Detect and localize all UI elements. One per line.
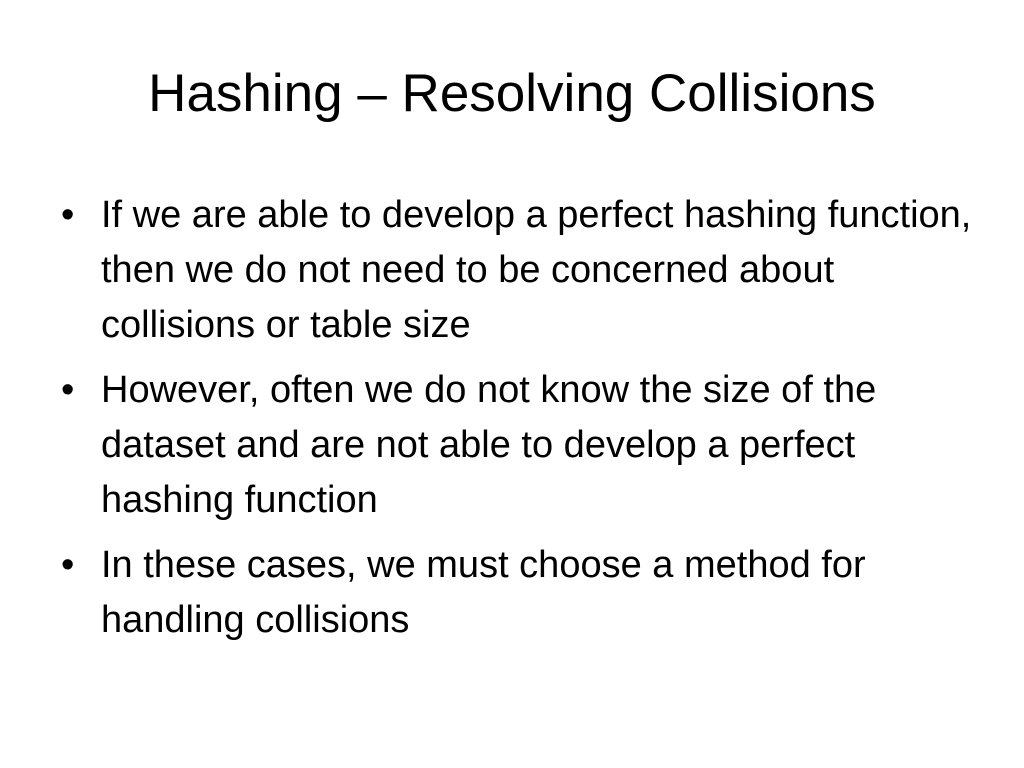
slide-title: Hashing – Resolving Collisions — [148, 64, 876, 123]
bullet-list — [56, 188, 976, 658]
bullet-icon: • — [61, 194, 75, 236]
bullet-item-choose-method — [56, 538, 976, 648]
bullet-icon: • — [61, 369, 75, 411]
bullet-text: However, often we do not know the size of the dataset and are not able to develop a perfect hashing function — [101, 369, 877, 521]
bullet-item-perfect-hashing — [56, 188, 976, 353]
bullet-icon: • — [61, 544, 75, 586]
bullet-item-unknown-size — [56, 363, 976, 528]
bullet-text: If we are able to develop a perfect hashing function, then we do not need to be concerned about collisions or table size — [101, 194, 972, 346]
bullet-text: In these cases, we must choose a method for handling collisions — [101, 544, 866, 641]
